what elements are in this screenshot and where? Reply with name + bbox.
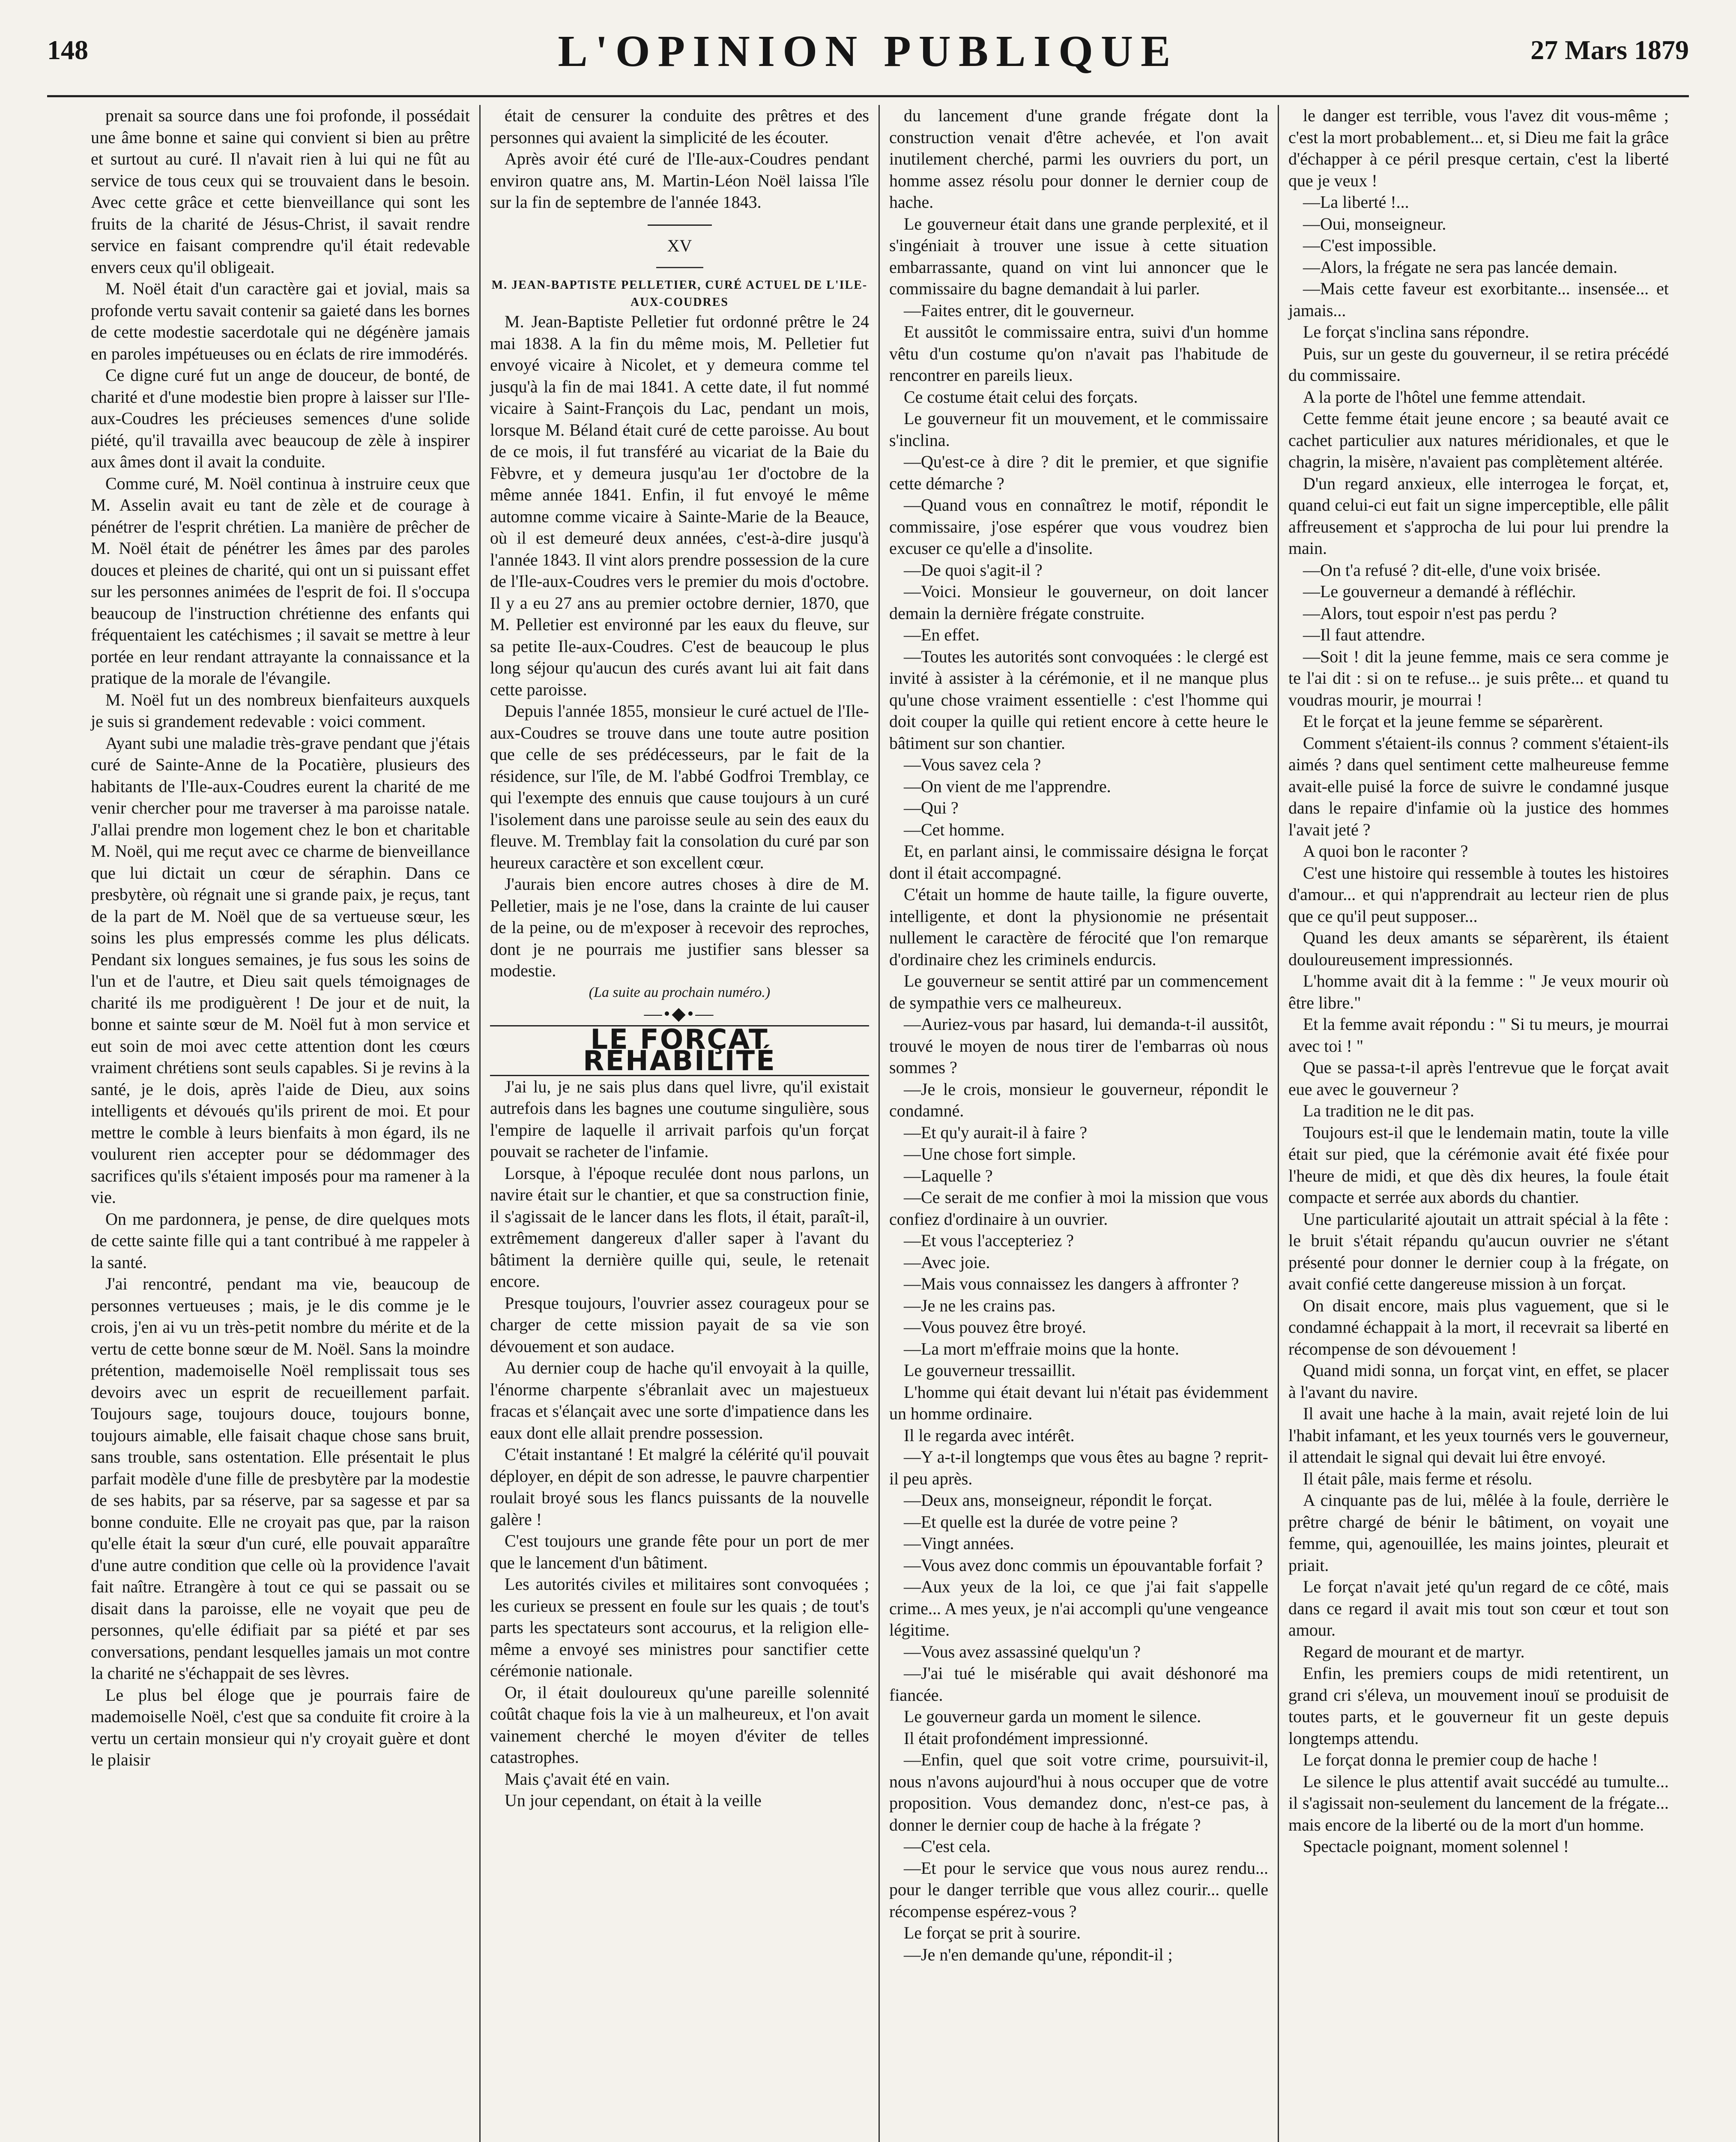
paragraph: —Je le crois, monsieur le gouverneur, répondit le condamné. bbox=[889, 1079, 1268, 1120]
paragraph: —Avec joie. bbox=[904, 1252, 990, 1272]
paragraph: M. Jean-Baptiste Pelletier fut ordonné prêtre le 24 mai 1838. A la fin du même mois, M. Pelletier fut envoyé vicaire à Nicolet, et y demeura comme tel jusqu'à la fin de mai 1841. A cette date, il fut nommé vicaire à Saint-François du Lac, pendant un mois, lorsque M. Béland était curé de cette paroisse. Au bout de ce mois, il fut transféré au vicariat de la Baie du Fèbvre, et y demeura jusqu'au 1er d'octobre de la même année 1841. Enfin, il fut envoyé le même automne comme vicaire à Sainte-Marie de la Beauce, où il est demeuré deux années, c'est-à-dire jusqu'à l'année 1843. Il vint alors prendre possession de la cure de l'Ile-aux-Coudres vers le premier du mois d'octobre. Il y a eu 27 ans au premier octobre dernier, 1870, que M. Pelletier est environné par les eaux du fleuve, sur sa petite Ile-aux-Coudres. C'est de beaucoup le plus long séjour qu'aucun des curés avant lui ait fait dans cette paroisse. bbox=[490, 312, 869, 699]
paragraph: —Qui ? bbox=[904, 798, 959, 817]
section-title: M. JEAN-BAPTISTE PELLETIER, CURÉ ACTUEL DE L'ILE-AUX-COUDRES bbox=[491, 278, 868, 309]
page-header bbox=[47, 26, 1689, 90]
paragraph: —Et vous l'accepteriez ? bbox=[904, 1231, 1074, 1250]
paragraph: —Il faut attendre. bbox=[1303, 625, 1425, 644]
paragraph: A quoi bon le raconter ? bbox=[1303, 841, 1468, 861]
paragraph: Lorsque, à l'époque reculée dont nous parlons, un navire était sur le chantier, et que sa construction finie, il s'agissait de le lancer dans les flots, il était, paraît-il, extrêmement dangereux d'aller saper à l'avant du bâtiment la dernière quille qui, seule, le retenait encore. bbox=[490, 1163, 869, 1291]
paragraph: —Auriez-vous par hasard, lui demanda-t-il aussitôt, trouvé le moyen de nous tirer de l'embarras où nous sommes ? bbox=[889, 1014, 1268, 1077]
paragraph: Et aussitôt le commissaire entra, suivi d'un homme vêtu d'un costume qu'on n'avait pas l'habitude de rencontrer en pareils lieux. bbox=[889, 322, 1268, 385]
paragraph: Le gouverneur tressaillit. bbox=[904, 1361, 1076, 1380]
paragraph: —Le gouverneur a demandé à réfléchir. bbox=[1303, 582, 1576, 601]
paragraph: —Quand vous en connaîtrez le motif, répondit le commissaire, j'ose espérer que vous voudrez bien excuser ce qu'elle a d'insolite. bbox=[889, 495, 1268, 558]
paragraph: —Cet homme. bbox=[904, 820, 1005, 839]
paragraph: Il le regarda avec intérêt. bbox=[904, 1425, 1075, 1445]
masthead-title: L'OPINION PUBLIQUE bbox=[558, 27, 1178, 76]
paragraph: —Laquelle ? bbox=[904, 1166, 993, 1185]
paragraph: Et le forçat et la jeune femme se séparèrent. bbox=[1303, 712, 1603, 731]
paragraph: J'ai rencontré, pendant ma vie, beaucoup de personnes vertueuses ; mais, je le dis comme je le crois, j'en ai vu un très-petit nombre du mérite et de la vertu de cette bonne sœur de M. Noël. Sans la moindre prétention, mademoiselle Noël remplissait tous ses devoirs avec un esprit de recueillement parfait. Toujours sage, toujours douce, toujours bonne, toujours aimable, elle faisait chaque chose sans bruit, sans trouble, sans ostentation. Elle présentait le plus parfait modèle d'une fille de presbytère par la modestie de ses habits, par sa réserve, par sa sagesse et par sa bonne conduite. Elle ne croyait pas que, par la raison qu'elle était la sœur d'un curé, elle pouvait apparaître d'une autre condition que celle où la providence l'avait fait naître. Etrangère à tout ce qui se passait ou se disait dans la paroisse, elle ne voyait que peu de personnes, qu'elle édifiait par sa piété et par ses conversations, pendant lesquelles jamais un mot contre la charité ne s'échappait de ses lèvres. bbox=[91, 1274, 470, 1683]
paragraph: —En effet. bbox=[904, 625, 980, 644]
paragraph: —La mort m'effraie moins que la honte. bbox=[904, 1339, 1179, 1358]
paragraph: —Vous pouvez être broyé. bbox=[904, 1317, 1086, 1337]
section-divider bbox=[648, 224, 712, 226]
paragraph: Et la femme avait répondu : " Si tu meurs, je mourrai avec toi ! " bbox=[1288, 1014, 1669, 1056]
paragraph: —Ce serait de me confier à moi la mission que vous confiez d'ordinaire à un ouvrier. bbox=[889, 1188, 1268, 1229]
paragraph: A cinquante pas de lui, mêlée à la foule, derrière le prêtre chargé de bénir le bâtiment, on voyait une femme, qui, agenouillée, les mains jointes, pleurait et priait. bbox=[1288, 1490, 1669, 1575]
paragraph: Que se passa-t-il après l'entrevue que le forçat avait eue avec le gouverneur ? bbox=[1288, 1058, 1669, 1099]
paragraph: M. Noël fut un des nombreux bienfaiteurs auxquels je suis si grandement redevable : voici comment. bbox=[91, 690, 470, 731]
paragraph: Puis, sur un geste du gouverneur, il se retira précédé du commissaire. bbox=[1288, 344, 1669, 385]
paragraph: Au dernier coup de hache qu'il envoyait à la quille, l'énorme charpente s'ébranlait avec un majestueux fracas et s'élançait avec une sorte d'impatience dans les eaux dont elle allait prendre possession. bbox=[490, 1358, 869, 1442]
paragraph: Un jour cependant, on était à la veille bbox=[505, 1791, 762, 1810]
paragraph: Presque toujours, l'ouvrier assez courageux pour se charger de cette mission payait de sa vie son dévouement et son audace. bbox=[490, 1293, 869, 1356]
paragraph: —On t'a refusé ? dit-elle, d'une voix brisée. bbox=[1303, 560, 1601, 580]
paragraph: Une particularité ajoutait un attrait spécial à la fête : le bruit s'était répandu qu'aucun ouvrier ne s'étant présenté pour donner le dernier coup à la frégate, on avait confié cette dangereuse mission à un forçat. bbox=[1288, 1209, 1669, 1293]
paragraph: le danger est terrible, vous l'avez dit vous-même ; c'est la mort probablement... et, si Dieu me fait la grâce d'échapper à ce péril presque certain, c'est la liberté que je veux ! bbox=[1288, 106, 1669, 190]
paragraph: D'un regard anxieux, elle interrogea le forçat, et, quand celui-ci eut fait un signe imperceptible, elle pâlit affreusement et s'approcha de lui pour lui prendre la main. bbox=[1288, 473, 1669, 558]
paragraph: Ayant subi une maladie très-grave pendant que j'étais curé de Sainte-Anne de la Pocatière, plusieurs des habitants de l'Ile-aux-Coudres eurent la charité de me venir chercher pour me traverser à ma paroisse natale. J'allai prendre mon logement chez le bon et charitable M. Noël, qui me reçut avec ce charme de bienveillance que lui dictait un cœur de séraphin. Dans ce presbytère, où régnait une si grande paix, je reçus, tant de la part de M. Noël que de sa vertueuse sœur, les soins les plus empressés comme les plus délicats. Pendant six longues semaines, je fus sous les soins de l'un et de l'autre, et Dieu sait quels témoignages de charité ils me prodiguèrent ! De jour et de nuit, la bonne et sainte sœur de M. Noël fut à mon service et eut soin de moi avec cette attention dont les cœurs vraiment chrétiens sont seuls capables. Si je revins à la santé, je le dois, après l'aide de Dieu, aux soins intelligents et dévoués qu'ils prirent de moi. Et pour mettre le comble à leurs bienfaits à mon égard, ils ne voulurent rien accepter pour se dédommager des sacrifices qu'ils s'étaient imposés pour ma ramener à la vie. bbox=[91, 733, 470, 1207]
story-title: LE FORÇAT RÉHABILITÉ bbox=[490, 1025, 869, 1076]
paragraph: On disait encore, mais plus vaguement, que si le condamné échappait à la mort, il recevrait sa liberté en récompense de son dévouement ! bbox=[1288, 1295, 1669, 1358]
paragraph: Il avait une hache à la main, avait rejeté loin de lui l'habit infamant, et les yeux tournés vers le gouverneur, il attendait le signal qui devait lui être envoyé. bbox=[1288, 1404, 1669, 1466]
paragraph: —La liberté !... bbox=[1303, 192, 1409, 212]
paragraph: Le gouverneur se sentit attiré par un commencement de sympathie vers ce malheureux. bbox=[889, 971, 1268, 1012]
paragraph: Mais ç'avait été en vain. bbox=[505, 1769, 670, 1789]
issue-date: 27 Mars 1879 bbox=[1530, 35, 1689, 65]
paragraph: —Toutes les autorités sont convoquées : le clergé est invité à assister à la cérémonie, et il ne manque plus qu'une chose vraiment essentielle : c'est l'homme qui doit couper la quille qui retient encore à cette heure le bâtiment sur son chantier. bbox=[889, 646, 1268, 753]
paragraph: —Voici. Monsieur le gouverneur, on doit lancer demain la dernière frégate construite. bbox=[889, 582, 1268, 623]
paragraph: —Je n'en demande qu'une, répondit-il ; bbox=[904, 1945, 1173, 1964]
paragraph: —Et qu'y aurait-il à faire ? bbox=[904, 1122, 1088, 1142]
paragraph: Ce digne curé fut un ange de douceur, de bonté, de charité et d'une modestie bien propre à laisser sur l'Ile-aux-Coudres les précieuses semences d'une solide piété, qu'il travailla avec beaucoup de zèle à inspirer aux âmes dont il avait la conduite. bbox=[91, 365, 470, 471]
paragraph: Comme curé, M. Noël continua à instruire ceux que M. Asselin avait eu tant de zèle et de courage à pénétrer de l'esprit chrétien. La manière de prêcher de M. Noël était de pénétrer les âmes par des paroles douces et pleines de charité, qui ont un si puissant effet sur les personnes animées de l'esprit de foi. Il s'occupa beaucoup de l'instruction chrétienne des enfants qui fréquentaient les catéchismes ; il savait se mettre à leur portée en leur rendant attrayante la connaissance et la pratique de la morale de l'évangile. bbox=[91, 473, 470, 688]
paragraph: —Soit ! dit la jeune femme, mais ce sera comme je te l'ai dit : si on te refuse... je suis prête... et quand tu voudras mourir, je mourrai ! bbox=[1288, 646, 1669, 709]
paragraph: —Je ne les crains pas. bbox=[904, 1295, 1056, 1315]
paragraph: —Alors, la frégate ne sera pas lancée demain. bbox=[1303, 257, 1618, 277]
paragraph: —Une chose fort simple. bbox=[904, 1144, 1076, 1164]
page-number: 148 bbox=[47, 35, 88, 65]
paragraph: —Mais vous connaissez les dangers à affronter ? bbox=[904, 1274, 1239, 1293]
paragraph: —Mais cette faveur est exorbitante... insensée... et jamais... bbox=[1288, 279, 1669, 320]
paragraph: L'homme avait dit à la femme : " Je veux mourir où être libre." bbox=[1288, 971, 1669, 1012]
paragraph: Le plus bel éloge que je pourrais faire de mademoiselle Noël, c'est que sa conduite fit croire à la vertu un certain monsieur qui n'y croyait guère et dont le plaisir bbox=[91, 1685, 470, 1769]
paragraph: Le gouverneur était dans une grande perplexité, et il s'ingéniait à trouver une issue à cette situation embarrassante, quand on vint lui annoncer que le commissaire du bagne demandait à lui parler. bbox=[889, 214, 1268, 298]
paragraph: Regard de mourant et de martyr. bbox=[1303, 1642, 1525, 1661]
paragraph: J'ai lu, je ne sais plus dans quel livre, qu'il existait autrefois dans les bagnes une coutume singulière, sous l'empire de laquelle il arrivait parfois qu'un forçat pouvait se racheter de l'infamie. bbox=[490, 1077, 869, 1161]
paragraph: —Faites entrer, dit le gouverneur. bbox=[904, 300, 1135, 320]
section-number: XV bbox=[667, 236, 692, 255]
paragraph: Et, en parlant ainsi, le commissaire désigna le forçat dont il était accompagné. bbox=[889, 841, 1268, 883]
paragraph: Il était pâle, mais ferme et résolu. bbox=[1303, 1469, 1533, 1488]
paragraph: —J'ai tué le misérable qui avait déshonoré ma fiancée. bbox=[889, 1663, 1268, 1705]
paragraph: Depuis l'année 1855, monsieur le curé actuel de l'Ile-aux-Coudres se trouve dans une toute autre position que celle de ses prédécesseurs, par le fait de la résidence, sur l'île, de M. l'abbé Godfroi Tremblay, ce qui l'exempte des ennuis que cause toujours à un curé l'isolement dans une paroisse seule au sein des eaux du fleuve. M. Tremblay fait la consolation du curé par son heureux caractère et son excellent cœur. bbox=[490, 701, 869, 872]
paragraph: —Deux ans, monseigneur, répondit le forçat. bbox=[904, 1490, 1213, 1510]
paragraph: —C'est cela. bbox=[904, 1837, 991, 1856]
paragraph: —Et quelle est la durée de votre peine ? bbox=[904, 1512, 1178, 1532]
paragraph: C'est une histoire qui ressemble à toutes les histoires d'amour... et qui n'apprendrait au lecteur rien de plus que ce qu'il peut supposer... bbox=[1288, 863, 1669, 926]
paragraph: Ce costume était celui des forçats. bbox=[904, 387, 1138, 407]
paragraph: C'était un homme de haute taille, la figure ouverte, intelligente, et dont la physionomie ne présentait nullement le caractère de férocité que l'on remarque d'ordinaire chez les criminels endurcis. bbox=[889, 885, 1268, 969]
paragraph: On me pardonnera, je pense, de dire quelques mots de cette sainte fille qui a tant contribué à me rappeler à la santé. bbox=[91, 1209, 470, 1272]
paragraph: du lancement d'une grande frégate dont la construction venait d'être achevée, et l'on avait inutilement cherché, parmi les ouvriers du port, un homme assez résolu pour donner le dernier coup de hache. bbox=[889, 106, 1268, 212]
paragraph: Le silence le plus attentif avait succédé au tumulte... il s'agissait non-seulement du lancement de la frégate... mais encore de la liberté ou de la mort d'un homme. bbox=[1288, 1771, 1669, 1834]
paragraph: —Vous avez donc commis un épouvantable forfait ? bbox=[904, 1555, 1263, 1575]
paragraph: —Qu'est-ce à dire ? dit le premier, et que signifie cette démarche ? bbox=[889, 452, 1268, 493]
paragraph: —On vient de me l'apprendre. bbox=[904, 776, 1111, 796]
paragraph: —Vous avez assassiné quelqu'un ? bbox=[904, 1642, 1141, 1661]
paragraph: prenait sa source dans une foi profonde, il possédait une âme bonne et saine qui convient si bien au prêtre et surtout au curé. Il n'avait rien à lui qui ne fût au service de tous ceux qui se trouvaient dans le besoin. Avec cette grâce et cette bienveillance qui sont les fruits de la charité de Jésus-Christ, il savait rendre service en faisant comprendre qu'il était redevable envers ceux qu'il obligeait. bbox=[91, 106, 470, 277]
paragraph: Le gouverneur garda un moment le silence. bbox=[904, 1707, 1201, 1726]
column-2 bbox=[481, 105, 880, 2142]
paragraph: —Aux yeux de la loi, ce que j'ai fait s'appelle crime... A mes yeux, je n'ai accompli qu'une vengeance légitime. bbox=[889, 1577, 1268, 1639]
paragraph: Le forçat n'avait jeté qu'un regard de ce côté, mais dans ce regard il avait mis tout son cœur et tout son amour. bbox=[1288, 1577, 1669, 1639]
paragraph: Le forçat se prit à sourire. bbox=[904, 1923, 1081, 1942]
paragraph: —Et pour le service que vous nous aurez rendu... pour le danger terrible que vous allez courir... quelle récompense espérez-vous ? bbox=[889, 1858, 1268, 1921]
paragraph: —Vingt années. bbox=[904, 1534, 1014, 1553]
paragraph: M. Noël était d'un caractère gai et jovial, mais sa profonde vertu savait contenir sa gaieté dans les bornes de cette modestie sacerdotale qui ne dégénère jamais en paroles impétueuses ou en éclats de rire immodérés. bbox=[91, 279, 470, 363]
paragraph: La tradition ne le dit pas. bbox=[1303, 1101, 1474, 1120]
paragraph: —Y a-t-il longtemps que vous êtes au bagne ? reprit-il peu après. bbox=[889, 1447, 1268, 1488]
paragraph: —De quoi s'agit-il ? bbox=[904, 560, 1043, 580]
paragraph: Il était profondément impressionné. bbox=[904, 1728, 1148, 1748]
paragraph: C'est toujours une grande fête pour un port de mer que le lancement d'un bâtiment. bbox=[490, 1531, 869, 1572]
ornament-divider: —•◆•— bbox=[644, 1004, 715, 1024]
paragraph: Après avoir été curé de l'Ile-aux-Coudres pendant environ quatre ans, M. Martin-Léon Noël laissa l'île sur la fin de septembre de l'année 1843. bbox=[490, 149, 869, 212]
paragraph: Les autorités civiles et militaires sont convoquées ; les curieux se pressent en foule sur les quais ; de tout's parts les spectateurs sont accourus, et la religion elle-même a envoyé ses ministres pour sanctifier cette cérémonie nationale. bbox=[490, 1574, 869, 1680]
paragraph: —Oui, monseigneur. bbox=[1303, 214, 1446, 233]
column-4 bbox=[1279, 105, 1678, 2142]
paragraph: Toujours est-il que le lendemain matin, toute la ville était sur pied, que la cérémonie avait été fixée pour l'heure de midi, et que dès dix heures, la foule était compacte et serrée aux abords du chantier. bbox=[1288, 1122, 1669, 1207]
paragraph: Le forçat s'inclina sans répondre. bbox=[1303, 322, 1530, 341]
paragraph: Le forçat donna le premier coup de hache ! bbox=[1303, 1750, 1598, 1769]
section-divider bbox=[656, 267, 703, 268]
paragraph: L'homme qui était devant lui n'était pas évidemment un homme ordinaire. bbox=[889, 1382, 1268, 1423]
paragraph: était de censurer la conduite des prêtres et des personnes qui avaient la simplicité de les écouter. bbox=[490, 106, 869, 147]
header-rule bbox=[47, 95, 1689, 97]
paragraph: A la porte de l'hôtel une femme attendait. bbox=[1303, 387, 1586, 407]
paragraph: —C'est impossible. bbox=[1303, 236, 1437, 255]
paragraph: Cette femme était jeune encore ; sa beauté avait ce cachet particulier aux natures méridionales, et que le chagrin, la misère, n'avaient pas complètement altérée. bbox=[1288, 409, 1669, 471]
continuation-note: (La suite au prochain numéro.) bbox=[589, 984, 771, 1000]
paragraph: C'était instantané ! Et malgré la célérité qu'il pouvait déployer, en dépit de son adresse, le pauvre charpentier roulait broyé sous les flancs puissants de la nouvelle galère ! bbox=[490, 1445, 869, 1529]
paragraph: Spectacle poignant, moment solennel ! bbox=[1303, 1837, 1569, 1856]
paragraph: Enfin, les premiers coups de midi retentirent, un grand cri s'éleva, un mouvement inouï se produisit de toutes parts, et le gouverneur fit un geste depuis longtemps attendu. bbox=[1288, 1663, 1669, 1748]
article-columns bbox=[81, 105, 1679, 2142]
column-1 bbox=[81, 105, 481, 2142]
paragraph: —Vous savez cela ? bbox=[904, 755, 1041, 774]
paragraph: Quand les deux amants se séparèrent, ils étaient douloureusement impressionnés. bbox=[1288, 928, 1669, 969]
paragraph: Or, il était douloureux qu'une pareille solennité coûtât chaque fois la vie à un malheureux, et l'on avait vainement cherché le moyen d'éviter de telles catastrophes. bbox=[490, 1682, 869, 1767]
paragraph: Le gouverneur fit un mouvement, et le commissaire s'inclina. bbox=[889, 409, 1268, 450]
paragraph: —Alors, tout espoir n'est pas perdu ? bbox=[1303, 603, 1557, 623]
paragraph: —Enfin, quel que soit votre crime, poursuivit-il, nous n'avons aujourd'hui à nous occuper que de votre proposition. Vous demandez donc, n'est-ce pas, à donner le dernier coup de hache à la frégate ? bbox=[889, 1750, 1268, 1834]
paragraph: Quand midi sonna, un forçat vint, en effet, se placer à l'avant du navire. bbox=[1288, 1361, 1669, 1402]
column-3 bbox=[880, 105, 1279, 2142]
paragraph: Comment s'étaient-ils connus ? comment s'étaient-ils aimés ? dans quel sentiment cette malheureuse femme avait-elle puisé la force de suivre le condamné jusque dans le repaire d'infamie où la justice des hommes l'avait jeté ? bbox=[1288, 733, 1669, 839]
paragraph: J'aurais bien encore autres choses à dire de M. Pelletier, mais je ne l'ose, dans la crainte de lui causer de la peine, ou de m'exposer à recevoir des reproches, dont je ne pourrais me justifier sans blesser sa modestie. bbox=[490, 874, 869, 980]
